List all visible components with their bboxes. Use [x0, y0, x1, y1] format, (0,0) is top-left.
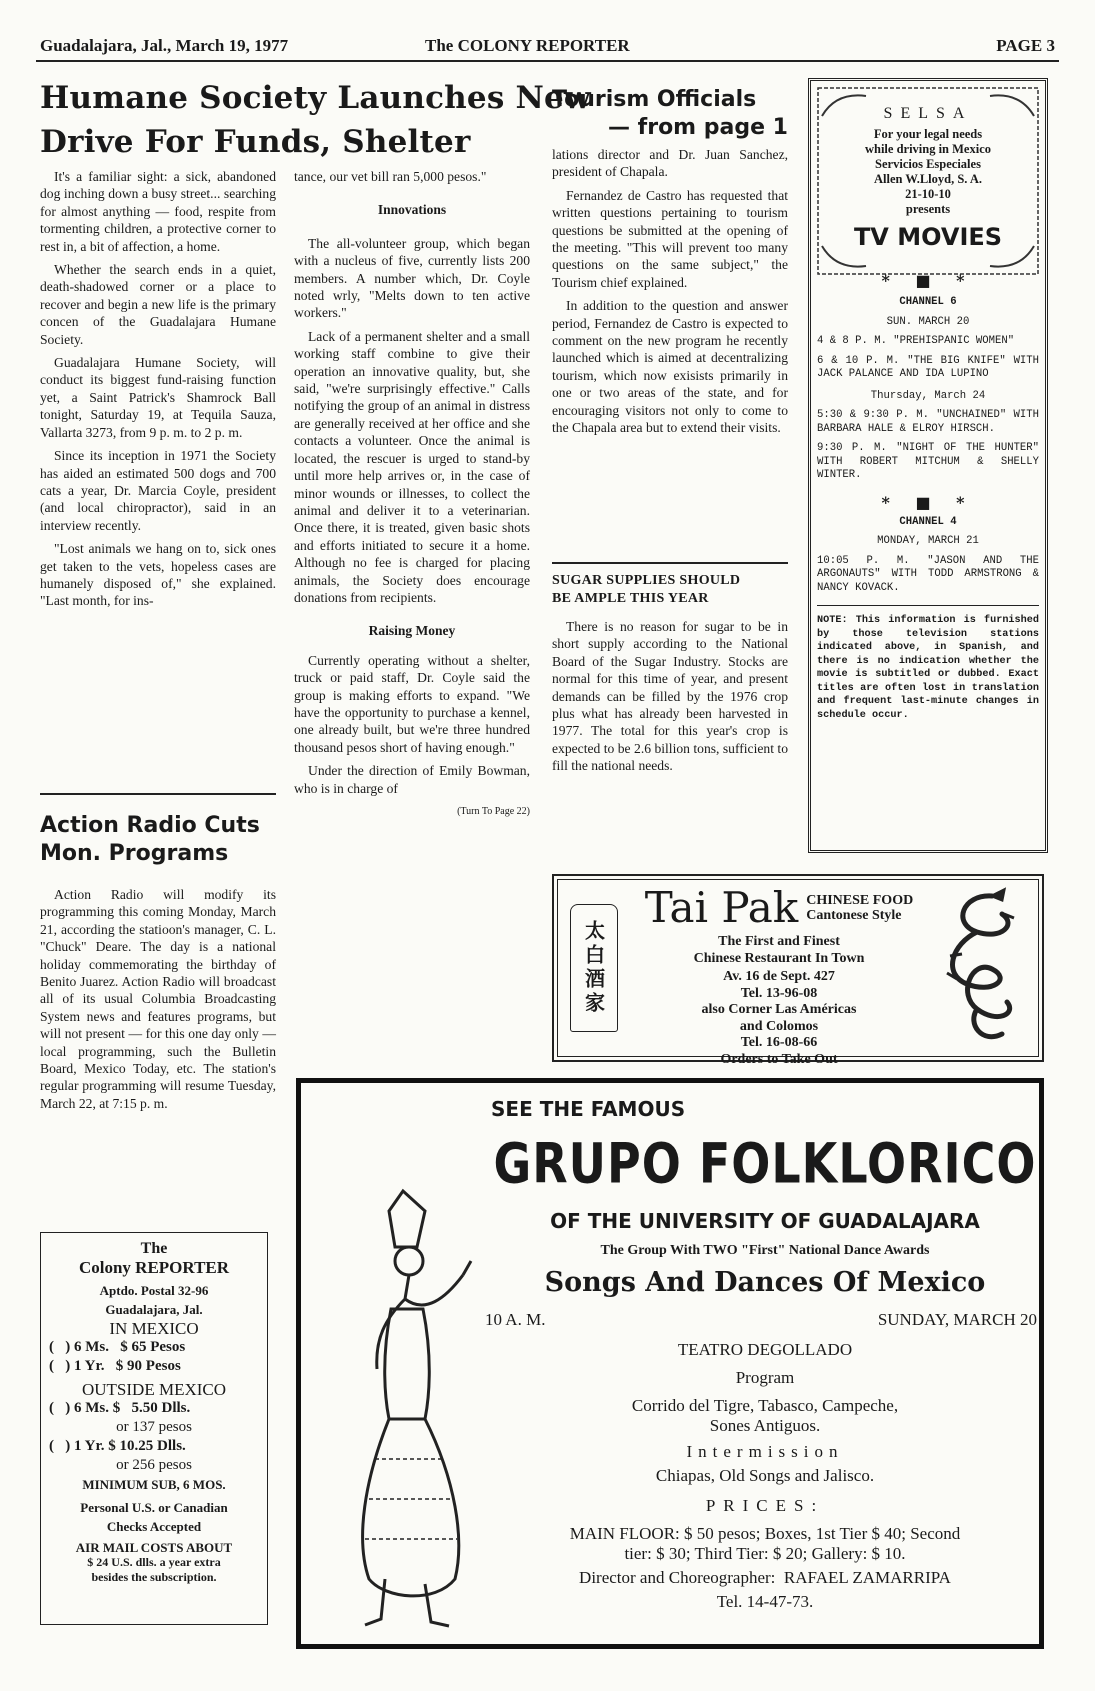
sub-option: ( ) 1 Yr. $ 90 Pesos [49, 1358, 181, 1374]
humane-headline-line2: Drive For Funds, Shelter [40, 124, 471, 160]
tv-sponsor-phone: 21-10-10 [905, 187, 951, 201]
tourism-paragraph: In addition to the question and answer period, Fernandez de Castro is expected to comment on the new program he recently launched which is aimed at decentralizing tourism, which now exisists primarily in one or two areas of the state, and for encouraging visitors not only to come to the Chapala area but to extend their visits. [552, 298, 788, 436]
humane-paragraph: Under the direction of Emily Bowman, who is in charge of [294, 763, 530, 796]
ad-phone: Tel. 13-96-08 [740, 985, 818, 1001]
sub-minimum: MINIMUM SUB, 6 MOS. [82, 1477, 226, 1492]
humane-column-2 [294, 168, 530, 820]
sub-option: ( ) 1 Yr. $ 10.25 Dlls. [49, 1438, 186, 1454]
grupo-title: GRUPO FOLKLORICO [493, 1131, 1037, 1196]
grupo-director: Director and Choreographer: RAFAEL ZAMARRIPA [579, 1568, 951, 1587]
column-divider [40, 793, 276, 795]
dancer-illustration [325, 1179, 475, 1649]
subscription-box [40, 1232, 268, 1625]
grupo-date: SUNDAY, MARCH 20 [877, 1310, 1037, 1329]
sub-outside-mexico: OUTSIDE MEXICO [81, 1380, 227, 1399]
grupo-university: OF THE UNIVERSITY OF GUADALAJARA [550, 1209, 980, 1233]
sugar-headline-line1: SUGAR SUPPLIES SHOULD [552, 573, 741, 588]
grupo-prices-label: PRICES: [705, 1496, 825, 1515]
channel-6: CHANNEL 6 [899, 296, 957, 308]
channel-4: CHANNEL 4 [899, 515, 957, 528]
ad-address: Av. 16 de Sept. 427 [723, 969, 835, 984]
restaurant-cuisine: CHINESE FOOD [806, 893, 914, 908]
masthead-dateline: Guadalajara, Jal., March 19, 1977 [40, 36, 289, 55]
see-the-famous: SEE THE FAMOUS [491, 1097, 686, 1121]
grupo-intermission: Intermission [686, 1442, 844, 1461]
humane-paragraph: The all-volunteer group, which began with a nucleus of five, currently lists 200 members. A number which, Dr. Coyle noted wrly, "Melts down to ten active workers." [294, 235, 530, 321]
radio-paragraph: Action Radio will modify its programming this coming Monday, March 21, according the statioon's manager, C. L. "Chuck" Deare. The day is a national holiday commemorating the birthday of Benito Juarez. Action Radio will broadcast all of its usual Columbia Broadcasting System news and features programs, but will not present — for this one day only — local programming, such the Bulletin Board, Mexico Today, etc. The station's regular programming will resume Tuesday, March 22, at 7:15 p. m. [40, 887, 276, 1111]
tv-movies-title: TV MOVIES [853, 223, 1003, 251]
humane-paragraph: Since its inception in 1971 the Society has aided an estimated 500 dogs and 700 cats a year, Dr. Marcia Coyle, president (and local chiropractor), said in an interview recently. [40, 448, 276, 533]
humane-paragraph: Guadalajara Humane Society, will conduct its biggest fund-raising function yet, a Saint Patrick's Shamrock Ball tonight, Saturday 19, at Tequila Sauza, Vallarta 3273, from 9 p. m. to 2 p. m. [40, 355, 276, 440]
tv-listing: 10:05 P. M. "JASON AND THE ARGONAUTS" WITH TODD ARMSTRONG & NANCY KOVACK. [817, 554, 1039, 594]
sub-checks: Checks Accepted [106, 1519, 202, 1534]
tv-sponsor-line: while driving in Mexico [864, 142, 992, 156]
humane-headline [40, 76, 591, 164]
tourism-headline [552, 86, 788, 142]
tv-date: Thursday, March 24 [870, 389, 986, 402]
sub-paper: Colony REPORTER [78, 1258, 230, 1277]
grupo-program-label: Program [735, 1368, 795, 1387]
masthead [40, 36, 1055, 58]
grupo-awards: The Group With TWO "First" National Dance Awards [600, 1243, 930, 1258]
sub-airmail: $ 24 U.S. dlls. a year extra [87, 1555, 221, 1569]
ad-line: Orders to Take Out [720, 1051, 838, 1067]
humane-paragraph: tance, our vet bill ran 5,000 pesos." [294, 169, 487, 184]
tai-pak-ad [552, 874, 1044, 1067]
sub-postal: Aptdo. Postal 32-96 [99, 1283, 209, 1298]
ad-line: The First and Finest [718, 934, 840, 949]
grupo-program-line: Chiapas, Old Songs and Jalisco. [655, 1466, 875, 1485]
restaurant-name: Tai Pak [644, 883, 799, 932]
stars-divider: * ■ * [881, 492, 975, 512]
sugar-paragraph: There is no reason for sugar to be in short supply according to the National Board of the Sugar Industry. Stocks are normal for this time of year, and present demands can be filled by the 1976 crop plus what has already been harvested in 1977. The total for this year's crop is expected to be 2.6 billion tons, sufficient to fill the national needs. [552, 619, 788, 774]
masthead-rule [36, 60, 1059, 62]
tourism-paragraph: lations director and Dr. Juan Sanchez, president of Chapala. [552, 147, 788, 180]
grupo-prices-line: tier: $ 30; Third Tier: $ 20; Gallery: $ 10. [624, 1544, 906, 1563]
subhead-innovations: Innovations [377, 202, 447, 218]
restaurant-sign-icon [570, 904, 618, 1032]
sub-city: Guadalajara, Jal. [105, 1302, 203, 1317]
ad-phone: Tel. 16-08-66 [740, 1035, 818, 1050]
tv-note-text: This information is furnished by those television stations indicated above, in Spanish, and there is no indication whether the movie is subtitled or dubbed. Exact titles are often lost in translation and frequent last-minute changes in schedule occur. [817, 615, 1039, 721]
tv-listing: 6 & 10 P. M. "THE BIG KNIFE" WITH JACK PALANCE AND IDA LUPINO [817, 354, 1039, 380]
tv-note [817, 605, 1039, 722]
masthead-paper-name: The COLONY REPORTER [425, 36, 630, 55]
sub-in-mexico: IN MEXICO [109, 1319, 199, 1338]
tourism-headline-line2: — from page 1 [607, 115, 788, 140]
tv-note-label: NOTE: [817, 615, 848, 626]
sugar-headline-line2: BE AMPLE THIS YEAR [552, 591, 709, 606]
humane-paragraph: It's a familiar sight: a sick, abandoned dog inching down a busy street... searching for almost anything — food, respite from tormenting children, a protective corner to rest in, a bit of affection, a home. [40, 169, 276, 254]
sugar-headline [552, 572, 788, 608]
grupo-phone: Tel. 14-47-73. [716, 1592, 814, 1611]
grupo-songs: Songs And Dances Of Mexico [544, 1267, 986, 1298]
humane-column-1 [40, 168, 276, 616]
column-divider [552, 562, 788, 564]
radio-article [40, 886, 276, 1118]
grupo-prices-line: MAIN FLOOR: $ 50 pesos; Boxes, 1st Tier $ 40; Second [569, 1524, 961, 1543]
grupo-time: 10 A. M. [485, 1310, 546, 1329]
tourism-headline-line1: Tourism Officials [552, 87, 757, 112]
sub-option: ( ) 6 Ms. $ 5.50 Dlls. [49, 1400, 191, 1416]
humane-headline-line1: Humane Society Launches New [40, 80, 591, 116]
radio-headline [40, 812, 276, 868]
radio-headline-line2: Mon. Programs [40, 841, 229, 866]
sub-option-alt: or 137 pesos [116, 1419, 192, 1435]
masthead-page-number: PAGE 3 [996, 36, 1055, 55]
tv-sponsor-line: For your legal needs [873, 127, 983, 141]
sub-airmail: AIR MAIL COSTS ABOUT [75, 1540, 233, 1555]
tv-movies-box [808, 78, 1048, 853]
sub-checks: Personal U.S. or Canadian [80, 1500, 228, 1515]
ad-line: also Corner Las Américas [701, 1002, 857, 1017]
tv-listing: 9:30 P. M. "NIGHT OF THE HUNTER" WITH ROBERT MITCHUM & SHELLY WINTER. [817, 442, 1039, 481]
tv-date: SUN. MARCH 20 [886, 315, 970, 328]
tv-date: MONDAY, MARCH 21 [877, 535, 979, 547]
tv-listing: 5:30 & 9:30 P. M. "UNCHAINED" WITH BARBARA HALE & ELROY HIRSCH. [817, 409, 1039, 435]
subhead-raising-money: Raising Money [368, 623, 456, 639]
tv-listing: 4 & 8 P. M. "PREHISPANIC WOMEN" [817, 335, 1015, 347]
ad-line: Chinese Restaurant In Town [693, 950, 865, 966]
turn-to-page: (Turn To Page 22) [457, 806, 530, 817]
sub-option: ( ) 6 Ms. $ 65 Pesos [49, 1339, 186, 1355]
tv-sponsor-line: Allen W.Lloyd, S. A. [873, 172, 983, 186]
grupo-program-line: Sones Antiguos. [709, 1416, 821, 1435]
restaurant-style: Cantonese Style [806, 908, 902, 923]
humane-paragraph: Currently operating without a shelter, truck or paid staff, Dr. Coyle said the group is making efforts to expand. "We have the opportunity to purchase a kennel, one already built, but we're three hundred thousand pesos short of having enough." [294, 652, 530, 755]
dragon-icon [922, 884, 1032, 1054]
grupo-venue: TEATRO DEGOLLADO [677, 1340, 853, 1359]
sugar-article [552, 618, 788, 781]
humane-paragraph: "Lost animals we hang on to, sick ones get taken to the vets, hopeless cases are humanely disposed of," she explained. "Last month, for ins- [40, 541, 276, 609]
stars-divider: * ■ * [881, 271, 975, 290]
grupo-folklorico-ad [296, 1078, 1044, 1649]
humane-paragraph: Lack of a permanent shelter and a small working staff combine to give their operation an innovative quality, but, she said, "we're surprisingly effective." Calls notifying the group of an animal in distress are generally received at her office and she contacts a volunteer. Once the animal is located, the rescuer is urged to stand-by until more help arrives or, in the case of minor wounds or illnesses, to collect the animal and deliver it to a veterinarian. Once there, it is treated, given basic shots and efforts initiated to secure it a home. Although no fee is charged for placing animals, the Society does encourage donations from recipients. [294, 328, 530, 605]
tv-sponsor-line: Servicios Especiales [875, 157, 981, 171]
sign-characters: 太白酒家 [581, 920, 606, 1016]
sub-airmail: besides the subscription. [91, 1570, 217, 1584]
grupo-program-line: Corrido del Tigre, Tabasco, Campeche, [631, 1396, 899, 1415]
radio-headline-line1: Action Radio Cuts [40, 813, 260, 838]
humane-paragraph: Whether the search ends in a quiet, death-shadowed corner or a place to recover and begin a new life is the primary concen of the Guadalajara Humane Society. [40, 262, 276, 347]
tv-sponsor-presents: presents [905, 202, 951, 216]
ad-line: and Colomos [739, 1018, 819, 1034]
tv-sponsor-name: SELSA [883, 105, 973, 122]
tourism-paragraph: Fernandez de Castro has requested that written questions pertaining to tourism questions be submitted at the opening of the meeting. "This will prevent too many questions on the same subject," the Tourism chief explained. [552, 187, 788, 290]
tourism-article [552, 146, 788, 443]
sub-the: The [140, 1240, 168, 1257]
sub-option-alt: or 256 pesos [116, 1457, 192, 1473]
